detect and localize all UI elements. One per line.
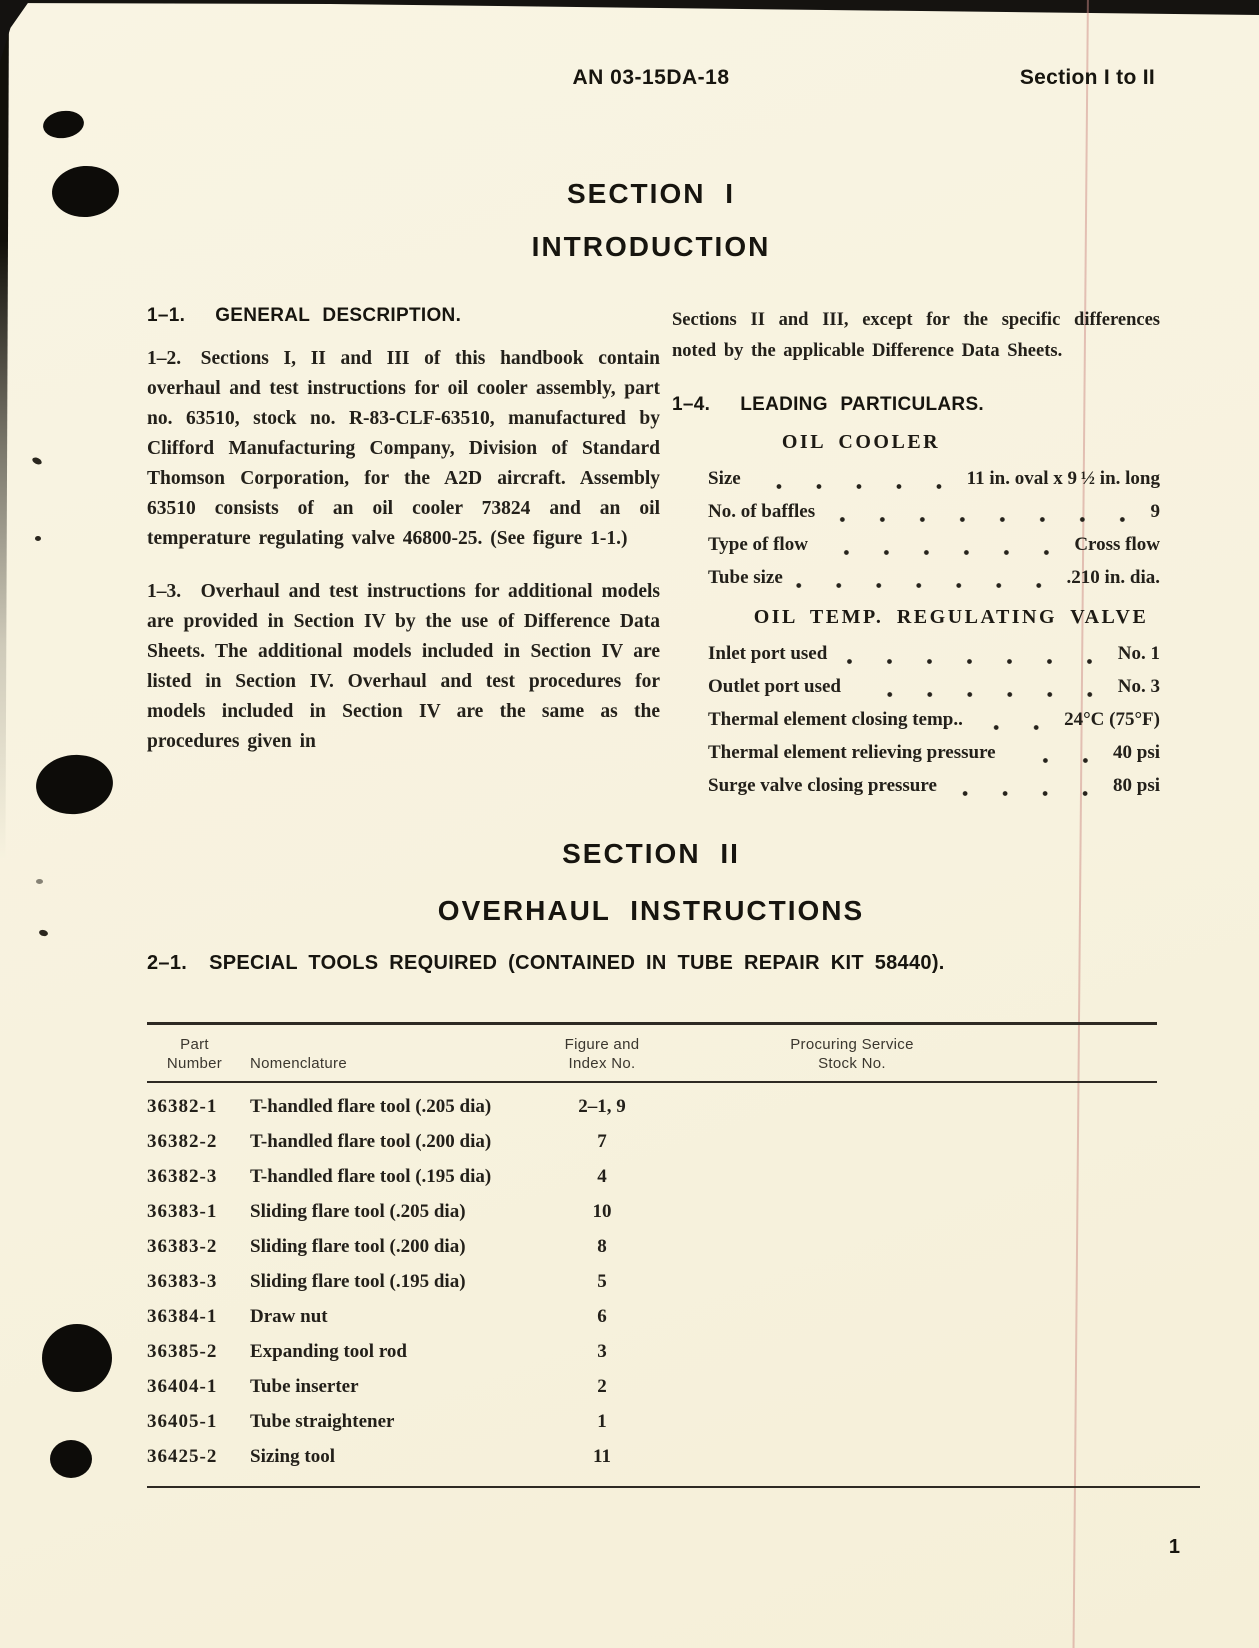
table-body: [147, 1083, 1157, 1486]
right-column: [672, 305, 1160, 802]
cell-figure-index: 6: [597, 1305, 607, 1327]
cell-nomenclature: Expanding tool rod: [250, 1340, 407, 1362]
table-row: [147, 1194, 1157, 1229]
cell-nomenclature: T-handled flare tool (.200 dia): [250, 1130, 492, 1152]
spec-label: Inlet port used: [708, 643, 828, 664]
spec-value: .210 in. dia.: [1066, 567, 1160, 588]
column-header-line: Part: [180, 1036, 209, 1053]
paragraph-1-2: 1–2. Sections I, II and III of this handbook contain overhaul and test instructions for oil cooler assembly, part no. 63510, stock no. R-83-CLF-63510, manufactured by Clifford Manufacturing Company, Division of Standard Thomson Corporation, for the A2D aircraft. Assembly 63510 consists of an oil cooler 73824 and an oil temperature regulating valve 46800-25. (See figure 1-1.): [147, 348, 660, 549]
doc-number: AN 03-15DA-18: [572, 66, 730, 89]
running-head: [147, 66, 1155, 92]
scan-left-edge-artifact: [0, 0, 9, 860]
ink-speck: [38, 929, 48, 937]
spec-row: [708, 561, 1160, 594]
spec-row: [708, 736, 1160, 769]
spec-value: 24°C (75°F): [1064, 709, 1160, 730]
ink-blob: [33, 751, 116, 818]
dot-leader: [1008, 758, 1105, 763]
spec-value: 80 psi: [1113, 775, 1160, 796]
spec-value: 9: [1150, 501, 1160, 522]
spec-value: 11 in. oval x 9 ½ in. long: [966, 468, 1160, 489]
cell-nomenclature: T-handled flare tool (.195 dia): [250, 1165, 492, 1187]
table-rule-bottom: [147, 1486, 1200, 1488]
column-header-part: [147, 1035, 242, 1073]
spec-label: Tube size: [708, 567, 783, 588]
cell-nomenclature: Sliding flare tool (.195 dia): [250, 1270, 466, 1292]
ink-speck: [36, 879, 43, 884]
scan-top-edge-artifact: [0, 0, 1259, 16]
column-header-stock: [677, 1035, 1027, 1073]
oil-cooler-title: OIL COOLER: [781, 431, 941, 453]
cell-nomenclature: Sliding flare tool (.200 dia): [250, 1235, 466, 1257]
cell-part-number: 36385-2: [147, 1340, 218, 1362]
spec-row: [708, 462, 1160, 495]
regulating-valve-specs: [672, 637, 1160, 802]
heading-text: LEADING PARTICULARS.: [740, 394, 984, 415]
cell-figure-index: 4: [597, 1165, 607, 1187]
cell-part-number: 36383-2: [147, 1235, 218, 1257]
dot-leader: [975, 725, 1056, 730]
left-column: [147, 305, 660, 757]
cell-part-number: 36382-1: [147, 1095, 218, 1117]
dot-leader: [827, 517, 1142, 522]
table-row: [147, 1264, 1157, 1299]
spec-row: [708, 495, 1160, 528]
spec-row: [708, 703, 1160, 736]
heading-number: 2–1.: [147, 952, 188, 974]
dot-leader: [795, 583, 1059, 588]
cell-figure-index: 3: [597, 1340, 607, 1362]
spec-label: Outlet port used: [708, 676, 841, 697]
cell-part-number: 36383-3: [147, 1270, 218, 1292]
cell-part-number: 36382-2: [147, 1130, 218, 1152]
heading-number: 1–4.: [672, 394, 711, 415]
cell-figure-index: 2–1, 9: [578, 1095, 626, 1117]
cell-figure-index: 10: [592, 1200, 612, 1222]
ink-speck: [35, 536, 41, 541]
dot-leader: [820, 550, 1066, 555]
spec-label: Size: [708, 468, 741, 489]
dot-leader: [839, 659, 1109, 664]
spec-value: No. 1: [1117, 643, 1160, 664]
heading-text: GENERAL DESCRIPTION.: [215, 305, 462, 326]
ink-speck: [31, 456, 43, 466]
table-row: [147, 1334, 1157, 1369]
cell-part-number: 36383-1: [147, 1200, 218, 1222]
column-header-nomenclature: Nomenclature: [250, 1055, 347, 1072]
ink-blob: [41, 108, 85, 140]
table-row: [147, 1159, 1157, 1194]
column-header-line: Number: [166, 1055, 223, 1072]
table-row: [147, 1229, 1157, 1264]
dot-leader: [853, 692, 1110, 697]
spec-value: No. 3: [1117, 676, 1160, 697]
cell-nomenclature: Tube inserter: [250, 1375, 359, 1397]
cell-figure-index: 5: [597, 1270, 607, 1292]
heading-2-1: [147, 952, 945, 975]
cell-nomenclature: Sizing tool: [250, 1445, 335, 1467]
paragraph-1-3: 1–3. Overhaul and test instructions for additional models are provided in Section IV by the use of Difference Data Sheets. The additional models included in Section IV are listed in Section IV. Overhaul and test procedures for models included in Section IV are the same as the procedures given in: [147, 581, 660, 752]
cell-part-number: 36382-3: [147, 1165, 218, 1187]
column-header-line: Stock No.: [818, 1055, 886, 1072]
table-row: [147, 1404, 1157, 1439]
cell-part-number: 36405-1: [147, 1410, 218, 1432]
oil-cooler-specs: [672, 462, 1160, 594]
regulating-valve-title: OIL TEMP. REGULATING VALVE: [753, 606, 1149, 628]
spec-row: [708, 670, 1160, 703]
cell-figure-index: 1: [597, 1410, 607, 1432]
column-header-line: Procuring Service: [790, 1036, 914, 1053]
table-row: [147, 1369, 1157, 1404]
spec-label: Type of flow: [708, 534, 808, 555]
dot-leader: [949, 791, 1105, 796]
cell-nomenclature: Draw nut: [250, 1305, 328, 1327]
spec-label: Thermal element closing temp..: [708, 709, 963, 730]
column-header-line: Figure and: [564, 1036, 640, 1053]
cell-part-number: 36384-1: [147, 1305, 218, 1327]
cell-figure-index: 7: [597, 1130, 607, 1152]
table-row: [147, 1089, 1157, 1124]
column-header-figure: [527, 1035, 677, 1073]
section-i-subtitle: INTRODUCTION: [531, 231, 771, 262]
cell-part-number: 36404-1: [147, 1375, 218, 1397]
column-header-line: Index No.: [568, 1055, 636, 1072]
table-row: [147, 1299, 1157, 1334]
ink-blob: [50, 1440, 92, 1478]
cell-nomenclature: Tube straightener: [250, 1410, 395, 1432]
spec-row: [708, 769, 1160, 802]
cell-nomenclature: Sliding flare tool (.205 dia): [250, 1200, 466, 1222]
section-ii-subtitle: OVERHAUL INSTRUCTIONS: [437, 895, 865, 926]
spec-label: Surge valve closing pressure: [708, 775, 937, 796]
heading-1-1: [147, 305, 660, 327]
section-i-title: SECTION I: [566, 178, 735, 209]
special-tools-table: [147, 1022, 1157, 1488]
cell-nomenclature: T-handled flare tool (.205 dia): [250, 1095, 492, 1117]
heading-1-4: [672, 394, 1160, 416]
section-ii-title: SECTION II: [562, 838, 740, 869]
cell-figure-index: 11: [593, 1445, 611, 1467]
cell-part-number: 36425-2: [147, 1445, 218, 1467]
cell-figure-index: 2: [597, 1375, 607, 1397]
spec-label: Thermal element relieving pressure: [708, 742, 996, 763]
table-row: [147, 1439, 1157, 1474]
spec-row: [708, 528, 1160, 561]
table-header-row: [147, 1025, 1157, 1081]
spec-value: Cross flow: [1074, 534, 1160, 555]
spec-row: [708, 637, 1160, 670]
page-number: 1: [1168, 1536, 1180, 1558]
paragraph-1-3-continued: Sections II and III, except for the specific differences noted by the applicable Difference Data Sheets.: [672, 310, 1160, 361]
ink-blob: [50, 164, 120, 220]
heading-number: 1–1.: [147, 305, 186, 326]
cell-figure-index: 8: [597, 1235, 607, 1257]
section-range: Section I to II: [1019, 66, 1155, 89]
dot-leader: [753, 484, 959, 489]
table-row: [147, 1124, 1157, 1159]
heading-text: SPECIAL TOOLS REQUIRED (CONTAINED IN TUBE REPAIR KIT 58440).: [209, 952, 945, 974]
spec-label: No. of baffles: [708, 501, 816, 522]
ink-blob: [42, 1324, 112, 1392]
spec-value: 40 psi: [1113, 742, 1160, 763]
